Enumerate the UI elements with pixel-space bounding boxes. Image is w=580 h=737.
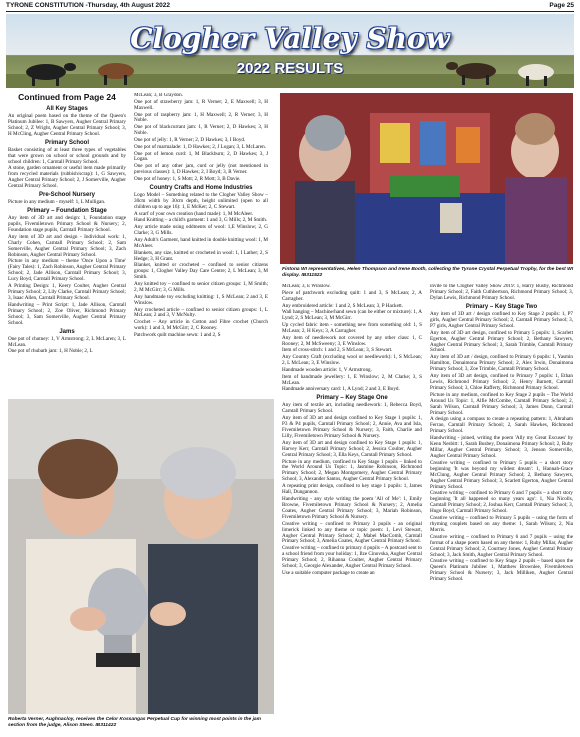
section-heading: Jams [59,328,75,335]
result-paragraph: Any article made using oddments of wool: 1,E Winslow; 2, G Clarke; 3, G Mills. [134,224,268,237]
result-paragraph: Handwriting - joined, writing the poem 'Ally my Great Excuses' by Kenn Nesbitt: 1, Sarah Busbey, Donaimona Primary School; 2, Ruby Millar, Augher Central Primary School; 3, Jenson Somerville, Augher Central Primary School. [430,435,573,459]
result-paragraph: A scarf of your own creation (hand made): 1, M McAleer. [134,210,254,217]
result-paragraph: Picture in any medium, confined to Key Stage 2 pupils – The World Around Us Topic: 1, Alfie McCombe, Carntall Primary School; 2, Sarah Wilson, Carntall Primary School; 3, James Dunn, Carntall Primary School. [430,391,573,416]
wi-display-image [280,93,573,264]
result-paragraph: Basket consisting of at least three types of vegetables that were grown on school or school grounds and by school children: 1, Carntall Primary School. [8,146,126,165]
result-paragraph: Any item of needlework not covered by any other class: 1, C Rooney; 2, M McSweeny; 3, E Winslow. [282,334,422,347]
result-paragraph: Item of handmade jewellery: 1, E Winslow; 2, M Clarke; 3, S McLean. [282,373,422,386]
result-paragraph: Handmade wooden article: 1, V Armstrong. [282,366,372,373]
result-paragraph: Piece of patchwork excluding quilt: 1 and 3, S McLean; 2, A Carragher. [282,289,422,302]
result-paragraph: Any item of 3D art and design - Individual work: 1, Charly Cohen, Carntall Primary School; 2, Sam Somerville, Augher Central Primary School; 3, Zach Robinson, Augher Central Primary School. [8,233,126,258]
result-paragraph: Crochet – Any article in Cotton and Fibre crochet (Church work): 1 and 3, M McGirr; 2, C Rooney. [134,319,268,332]
banner-subtitle: 2022 RESULTS [236,60,344,77]
result-paragraph: Any Country Craft (excluding wool or needlework): 1, S McLean; 2, L McLean; 3, E Winslow. [282,354,422,367]
result-paragraph: Any crocheted article – confined to senior citizen groups: 1, L McLean; 2 and 3, V McNulty. [134,306,268,319]
result-paragraph: Any item of 3D art and design confined to Key Stage 1 pupils: 1, P3 & P4 pupils, Carntall Primary School; 2, Annie, Ava and Isla, Fivemiletown Primary School & Nursery; 3, Faith, Charlie and Lilly, Fivemiletown Primary School & Nursery. [282,415,422,440]
result-paragraph: Handwriting – Print Script: 1, Jade Allison, Carntall Primary School; 2, Zoe Oliver, Richmond Primary School; 3, Sam Somerville, Augher Central Primary School. [8,301,126,326]
result-paragraph: invite to the Clogher Valley Show 2019: 1, Harry Busby, Richmond Primary School; 2, Faith Cuthbertson, Richmond Primary School; 3, Dylan Lewis, Richmond Primary School. [430,284,573,301]
result-paragraph: Any embroidered article: 1 and 2, S McLean; 3, P Hackett. [282,302,404,309]
section-heading: Country Crafts and Home Industries [149,184,253,191]
section-heading: Primary – Foundation Stage [27,208,107,215]
result-paragraph: Up cycled fabric item - something new from something old: 1, S McLean; 2, H Keys; 3, A Carragher. [282,322,422,334]
result-paragraph: Creative writing – confined to primary 4 pupils – A postcard sent to a school friend from your holiday: 1, Ilze Cinovska, Augher Central Primary School; 2, Rihanna Coulter, Augher Central Primary School; 3, Georgie Alexander, Augher Central Primary School. [282,545,422,570]
result-paragraph: One pot of blackcurrant jam: 1, R Verner; 2, D Hawkes; 3, H Noble. [134,124,268,137]
result-paragraph: One pot of rhubarb jam: 1, H Noble; 2, L [8,348,93,355]
jam-award-image [8,399,274,714]
column-1 [8,93,126,396]
continued-heading: Continued from Page 24 [18,93,116,102]
result-paragraph: Blanket, knitted or crocheted – confined to senior citizens groups: 1, Clogher Valley Day Care Centre; 2, L McLean; 3, M Smith. [134,262,268,281]
result-paragraph: One pot of chutney: 1, V Armstrong; 2, L McLaren; 3, L McLean. [8,335,126,348]
result-paragraph: Any item of 3D art / design confined to Key Stage 2 pupils: 1, P7 girls, Augher Central Primary School; 2, Carntall Primary School; 3, P7 girls, Augher Central Primary School. [430,310,573,329]
result-paragraph: Handwriting - any style writing the poem 'All of Me': 1, Emily Browne, Fivemiletown Primary School & Nursery; 2, Amelia Coates, Augher Central Primary School; 3, Mariah Robinson, Fivemiletown Primary School & Nursery. [282,495,422,520]
result-paragraph: One pot of marmalade: 1, D Hawkes; 2, J Logan; 3, L McLaren. [134,143,266,150]
result-paragraph: Picture in any medium - myself: 1, L Mulligan. [8,199,106,206]
result-paragraph: Any item of 3D art and design confined to Key Stage 1 pupils: 1, Harvey Kerr, Carntall Primary School; 2, Jessica Coulter, Augher Central Primary School; 3, Ella Keys, Carntall Primary School. [282,439,422,458]
result-paragraph: One pot of strawberry jam: 1, R Verner; 2, E Maxwell; 3, H Maxwell. [134,98,268,111]
result-paragraph: An original poem based on the theme of the Queen's Platinum Jubilee: 1, B Sawyers, Augher Central Primary School; 2, Z Wright, Augher Central Primary School; 3, H McCling, Augher Central Primary School. [8,112,126,137]
result-paragraph: A stone, garden ornament or useful item made primarily from recycled materials (rubbish/scrap): 1, G Sawyers, Augher Central Primary School; 2, J Somerville, Augher Central Primary School. [8,165,126,190]
result-paragraph: Creative writing – confined to Primary 5 pupils – using the form of rhyming couplets based on any theme: 1, Sarah Wilson; 2, Nia Morris. [430,515,573,533]
result-paragraph: Blankets, any size, knitted or crocheted in wool: 1, I Lather; 2, S Hedge; 3, H Grant. [134,249,268,262]
result-paragraph: A repeating print design, confined to key stage 1 pupils: 1, James Hall, Dungannon. [282,483,422,496]
section-heading: Pre-School Nursery [38,192,96,199]
result-paragraph: One pot of jelly: 1, R Verner; 2, D Hawkes; 3, I Boyd. [134,136,246,143]
column-2 [134,93,268,396]
page-number: Page 25 [549,2,574,9]
result-paragraph: Picture in any medium – theme 'Once Upon a Time' (Fairy Tales): 1, Zach Robinson, Augher Central Primary School; 2, Jade Allison, Carntall Primary School; 3, Lucy Boyd, Carntall Primary School. [8,258,126,283]
section-heading: Primary – Key Stage Two [465,303,538,310]
top-photo-caption: Fintona WI representatives, Helen Thompson and Irene Booth, collecting the Tyrone Crystal Perpetual Trophy, for the best WI display. IB311522 [282,267,574,278]
result-paragraph: Any Adult's Garment, hand knitted in double knitting wool: 1, M McAleer. [134,236,268,249]
result-paragraph: Logo Model – Something related to the Clogher Valley Show – 30cm width by 30cm depth, height unlimited (open to all children up to age 16): 1, E McKer; 2, C Stewart. [134,191,268,210]
result-paragraph: Creative writing – confined to Primary 5 pupils – a short story beginning 'It was beyond my wildest dream': 1, Hannah-Grace McClung, Augher Central Primary School; 2, Bethany Sawyers, Augher Central Primary School; 3, Scarlett Egerton, Augher Central Primary School. [430,459,573,490]
paper-name: TYRONE CONSTITUTION -Thursday, 4th August 2022 [6,2,170,9]
banner-title: Clogher Valley Show [130,22,450,55]
result-paragraph: Creative writing – confined to Primary 3 pupils - an original limerick linked to any theme or topic poem: 1, Levi Stewart, Augher Central Primary School; 2, Mabel MacComb, Carntall Primary School; 3, Amelia Coates, Augher Central Primary School. [282,520,422,545]
result-paragraph: One pot of honey: 1, S Mott; 2, R Mott; 3, B Davie. [134,175,241,182]
result-paragraph: Patchwork quilt machine sewn: 1 and 2, S [134,331,221,338]
result-paragraph: A design using a compass to create a repeating pattern: 1, Abraham Ferrao, Carntall Primary School; 2, Sarah Hawkes, Richmond Primary School. [430,416,573,435]
result-paragraph: Creative writing – confined to Key Stage 2 pupils – based upon the Queen's Platinum Jubilee: 1, Matthew Brownlee, Fivemiletown Primary School & Nursery; 3, Jack Milliken, Augher Central Primary School. [430,558,573,583]
page-header [6,0,574,12]
result-paragraph: Any item of textile art, including needlework: 1, Rebecca Boyd, Carntall Primary School. [282,402,422,415]
result-paragraph: Creative writing – confined to Primary 6 and 7 pupils – a short story beginning 'It all happened so many years ago': 1, Nia Nicolls, Carntall Primary School; 2, Joshua Kerr, Carntall Primary School; 3, Hugo Boyd, Carntall Primary School. [430,490,573,515]
result-paragraph: Any item of 3D art and design: 1, Foundation stage pupils, Fivemiletown Primary School & Nursery; 2, Foundation stage pupils, Carntall Primary School. [8,215,126,234]
result-paragraph: Handmade anniversary card: 1, A Lynd; 2 and 3, E Boyd. [282,386,400,393]
result-paragraph: One pot of lemon curd: 1, M Blackburn; 2, D Hawkes; 3, J Logan. [134,150,268,163]
result-paragraph: McLean; 3, E Winslow. [282,284,331,289]
result-paragraph: One pot of raspberry jam: 1, H Maxwell; 2, R Verner; 3, H Noble. [134,111,268,124]
result-paragraph: Any handmade toy excluding knitting: 1, S McLean; 2 and 3, E Winslow. [134,293,268,306]
section-heading: Primary School [44,139,89,146]
result-paragraph: Any item of 3D art / design, confined to Primary 6 pupils: 1, Yasmin Hamilton, Donaimona Primary School; 2, Alex Irwin, Donaimona Primary School; 3, Zoe Trimble, Carntall Primary School. [430,354,573,373]
result-paragraph: Hand Knitting – a child's garment: 1 and 3, G Mills; 2, M Smith. [134,217,268,224]
result-paragraph: Use a suitable computer package to create an [282,569,375,576]
result-paragraph: One pot of any other jam, curd or jelly (not mentioned in previous classes): 1, D Hawkes; 2, I Boyd; 3, R Verner. [134,163,268,176]
photo-jam-award [8,399,274,714]
result-paragraph: Item of cross-stitch: 1 and 2, S McLean; 3, S Stewart. [282,347,393,354]
photo-wi-display [280,93,573,264]
result-paragraph: McLean; 3, B Graydon. [134,93,183,98]
column-4 [430,284,573,730]
result-paragraph: Creative writing – confined to Primary 6 and 7 pupils – using the format of a shape poem based on any theme: 1, Ruby Millar, Augher Central Primary School; 2, Courtney Jones, Augher Central Primary School; 3, Jack Smith, Augher Central Primary School. [430,533,573,558]
section-heading: All Key Stages [46,105,88,112]
bottom-photo-caption: Roberta Verner, Aughnacloy, receives the Celor Kossangas Perpetual Cup for winning most points in the jam section from the judge, Alison Steen. IB311422 [8,717,262,728]
result-paragraph: Picture in any medium, confined to Key Stage 1 pupils – linked to the World Around Us Topic: 1, Jasmine Robinson, Richmond Primary School; 2, Megan Montgomery, Augher Central Primary School; 3, Alexander Santos, Augher Central Primary School. [282,458,422,483]
show-banner [6,14,574,88]
result-paragraph: A Printing Design: 1, Keery Coulter, Augher Central Primary School; 2, Lily Clarke, Carntall Primary School; 3, Isaac Allen, Carntall Primary School. [8,283,126,302]
section-heading: Primary – Key Stage One [316,395,388,402]
result-paragraph: Wall hanging – Machine/hand sewn (can be either or mixture): 1, A Lynd; 2, S McLean; 3, M McGirr. [282,309,422,322]
result-paragraph: Any item of 3D art design, confined to Primary 5 pupils: 1, Scarlett Egerton, Augher Central Primary School; 2, Bethany Sawyers, Augher Central Primary School; 3, Sarah Trimble, Carntall Primary School. [430,329,573,354]
column-3 [282,284,422,730]
result-paragraph: Any knitted toy – confined to senior citizen groups: 1, M Smith; 2, M McGirr; 3, G Mills. [134,281,268,293]
result-paragraph: Any item of 3D art design, confined to Primary 7 pupils: 1, Ethan Lewis, Richmond Primary School; 2, Henry Barnett, Carntall Primary School; 3, Chloe Rafferty, Richmond Primary School. [430,372,573,391]
